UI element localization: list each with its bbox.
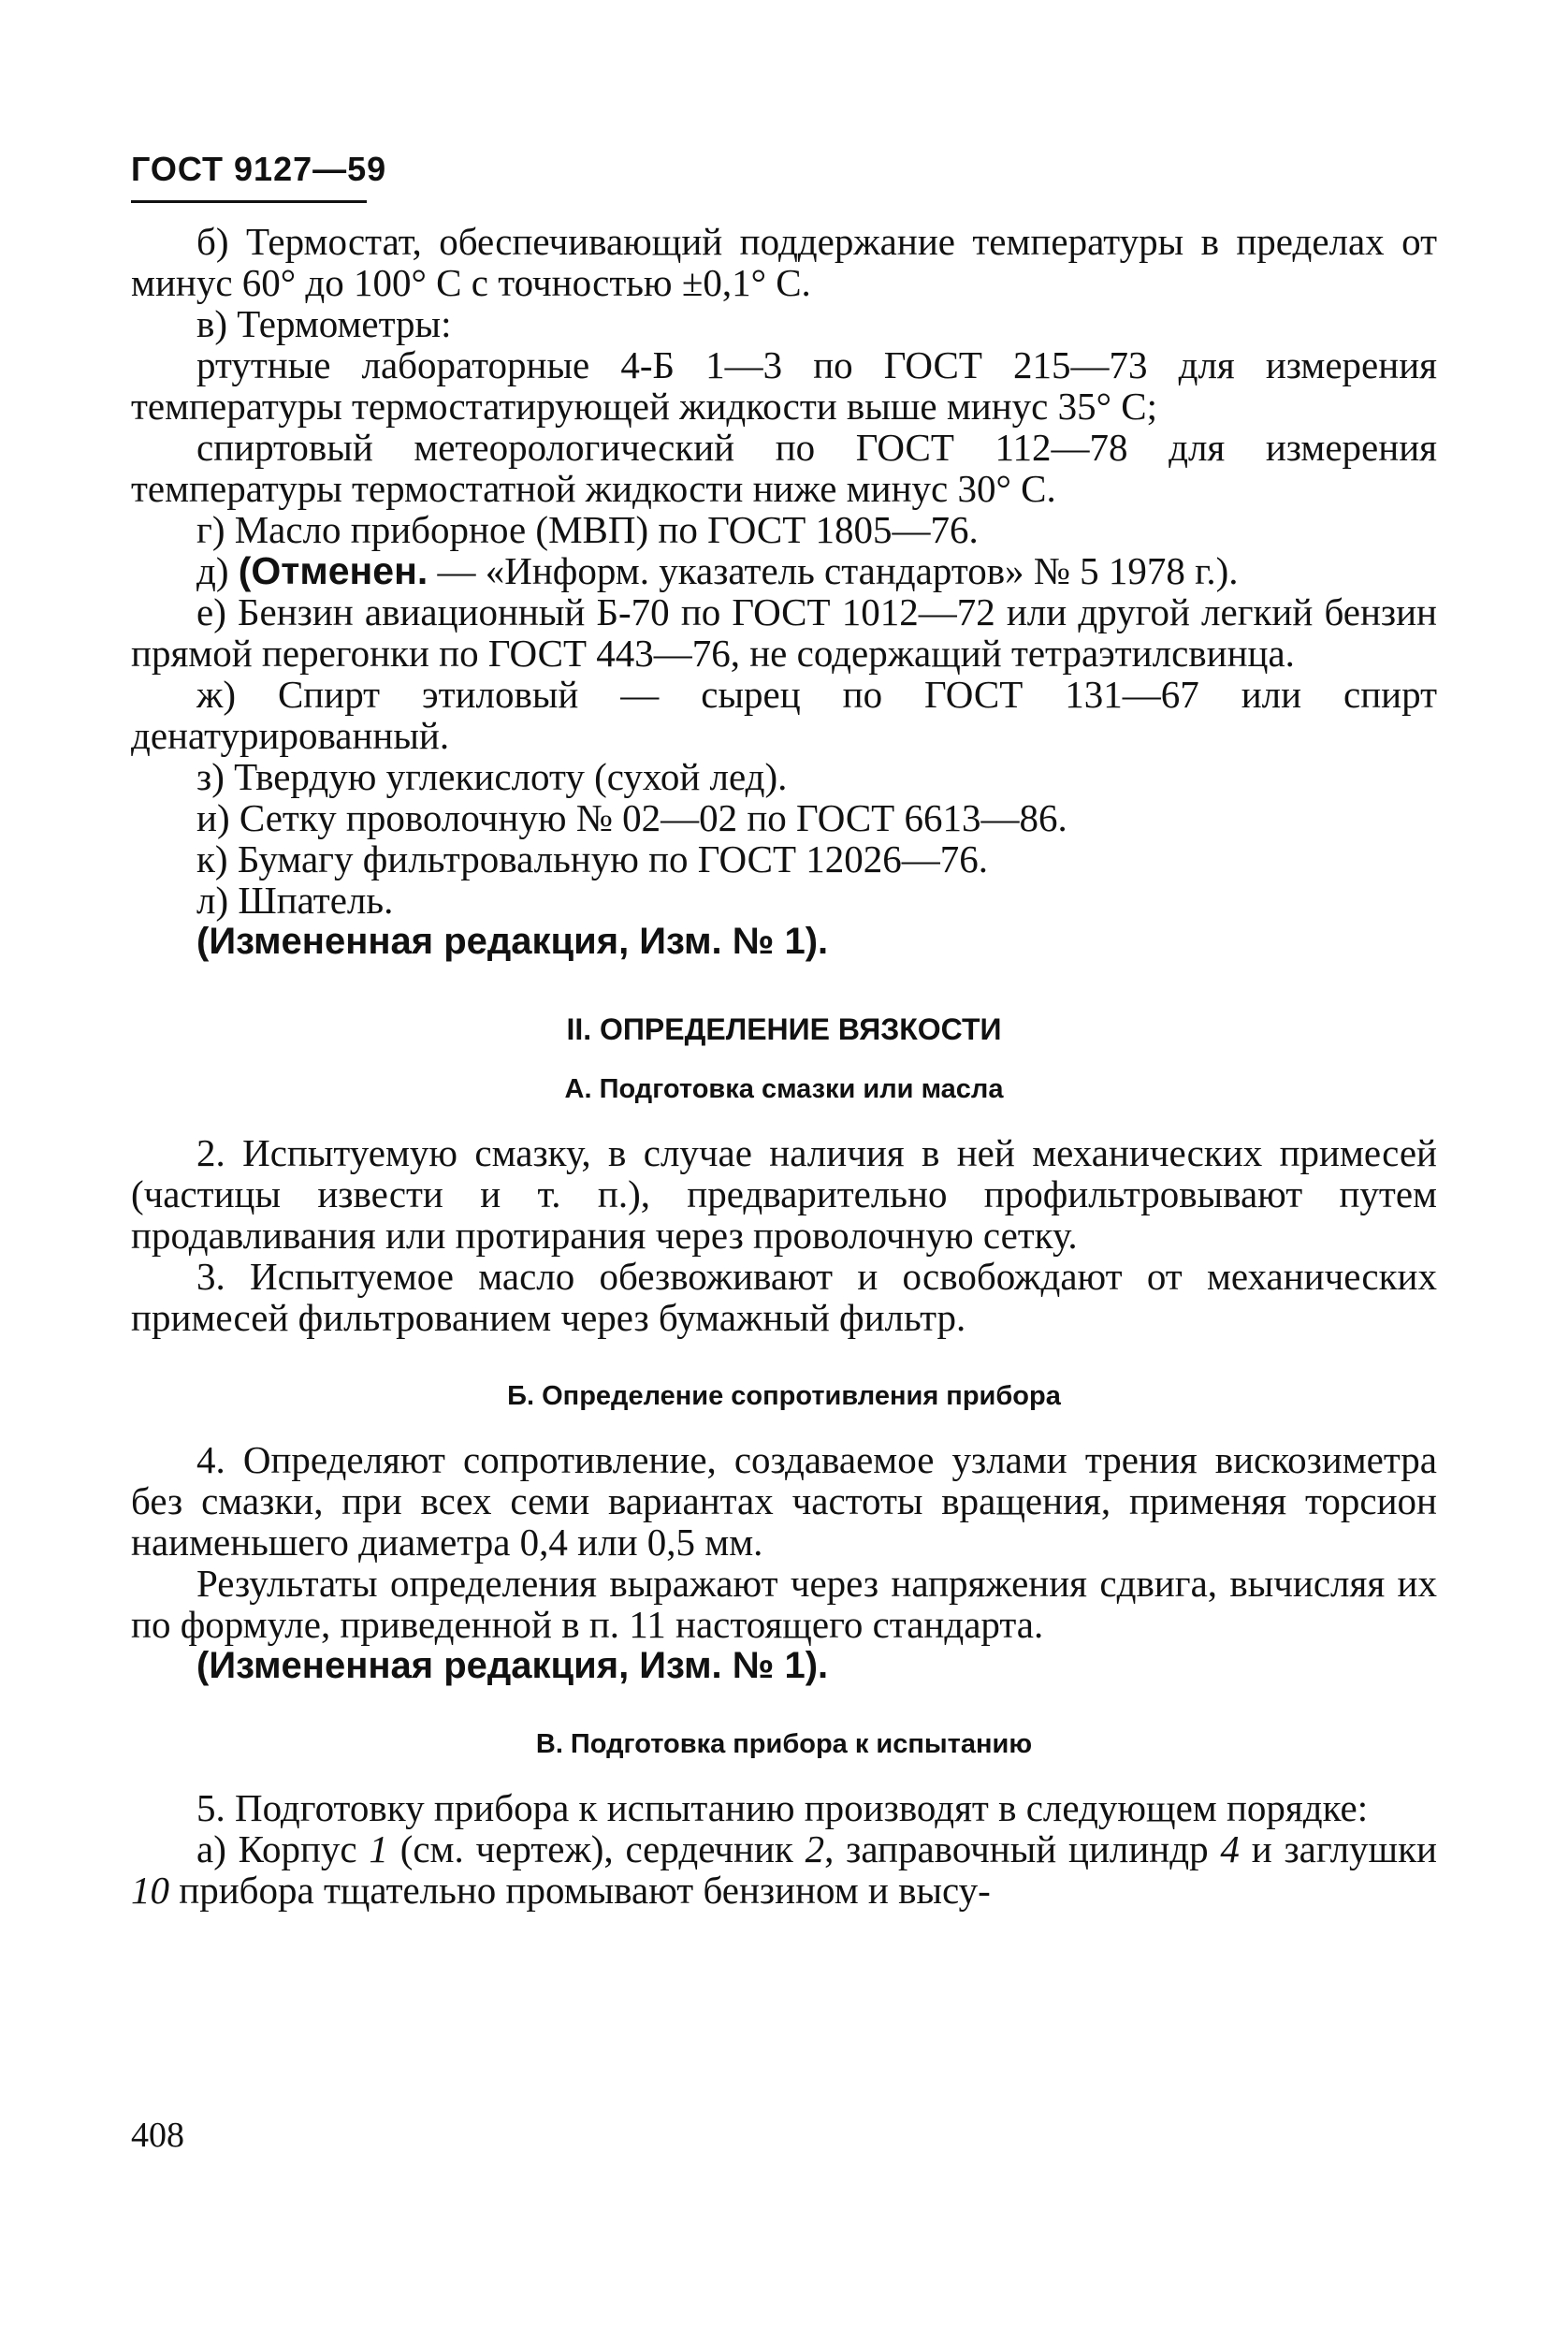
item-zh: ж) Спирт этиловый — сырец по ГОСТ 131—67 или спирт денатурированный. bbox=[131, 673, 1437, 757]
page-header-standard: ГОСТ 9127—59 bbox=[131, 150, 387, 188]
p5a-ref-10: 10 bbox=[131, 1869, 169, 1912]
spacer bbox=[131, 1686, 1437, 1724]
item-e: е) Бензин авиационный Б-70 по ГОСТ 1012—72 или другой легкий бензин прямой перегонки по ГОСТ 443—76, не содержащий тетраэтилсвинца. bbox=[131, 590, 1437, 675]
item-d-cancelled: (Отменен. bbox=[238, 549, 428, 592]
p5a-text-1: а) Корпус bbox=[196, 1827, 370, 1870]
paragraph-4-results: Результаты определения выражают через напряжения сдвига, вычисляя их по формуле, приведенной в п. 11 настоящего стандарта. bbox=[131, 1562, 1437, 1646]
paragraph-3: 3. Испытуемое масло обезвоживают и освобождают от механических примесей фильтрованием через бумажный фильтр. bbox=[131, 1255, 1437, 1339]
subsection-v-title: В. Подготовка прибора к испытанию bbox=[535, 1729, 1033, 1759]
page-number: 408 bbox=[131, 2116, 184, 2155]
p5a-text-5: прибора тщательно промывают бензином и высу- bbox=[169, 1869, 991, 1912]
p5a-ref-1: 1 bbox=[369, 1827, 388, 1870]
page-content bbox=[131, 221, 1437, 1911]
section-title: II. ОПРЕДЕЛЕНИЕ ВЯЗКОСТИ bbox=[566, 1012, 1002, 1046]
item-d-prefix: д) bbox=[196, 549, 239, 592]
item-v1: ртутные лабораторные 4-Б 1—3 по ГОСТ 215—73 для измерения температуры термостатирующей жидкости выше минус 35° С; bbox=[131, 343, 1437, 428]
item-g: г) Масло приборное (МВП) по ГОСТ 1805—76. bbox=[196, 508, 979, 551]
p5a-text-2: (см. чертеж), сердечник bbox=[387, 1827, 806, 1870]
item-i: и) Сетку проволочную № 02—02 по ГОСТ 6613—86. bbox=[196, 796, 1067, 839]
subsection-b-title: Б. Определение сопротивления прибора bbox=[507, 1381, 1061, 1411]
spacer bbox=[131, 1110, 1437, 1132]
spacer bbox=[131, 1338, 1437, 1375]
item-b: б) Термостат, обеспечивающий поддержание температуры в пределах от минус 60° до 100° С с точностью ±0,1° С. bbox=[131, 220, 1437, 304]
edition-note-2: (Измененная редакция, Изм. № 1). bbox=[196, 1645, 829, 1686]
p5a-ref-2: 2 bbox=[805, 1827, 825, 1870]
header-rule bbox=[131, 200, 367, 203]
item-l: л) Шпатель. bbox=[196, 879, 394, 922]
spacer bbox=[131, 1417, 1437, 1439]
item-d-rest: — «Информ. указатель стандартов» № 5 1978 г.). bbox=[428, 549, 1239, 592]
item-k: к) Бумагу фильтровальную по ГОСТ 12026—76. bbox=[196, 837, 988, 880]
spacer bbox=[131, 962, 1437, 1009]
paragraph-4: 4. Определяют сопротивление, создаваемое узлами трения вискозиметра без смазки, при всех семи вариантах частоты вращения, применяя торсион наименьшего диаметра 0,4 или 0,5 мм. bbox=[131, 1438, 1437, 1564]
paragraph-5a bbox=[131, 1828, 1437, 1911]
spacer bbox=[131, 1050, 1437, 1069]
edition-note: (Измененная редакция, Изм. № 1). bbox=[196, 921, 829, 962]
subsection-a-title: А. Подготовка смазки или масла bbox=[564, 1074, 1004, 1104]
item-v-title: в) Термометры: bbox=[196, 302, 452, 345]
p5a-ref-4: 4 bbox=[1220, 1827, 1240, 1870]
paragraph-5: 5. Подготовку прибора к испытанию производят в следующем порядке: bbox=[196, 1786, 1369, 1829]
item-d bbox=[131, 550, 1437, 591]
paragraph-2: 2. Испытуемую смазку, в случае наличия в ней механических примесей (частицы извести и т. п.), предварительно профильтровывают путем продавливания или протирания через проволочную сетку. bbox=[131, 1131, 1437, 1257]
p5a-text-3: , заправочный цилиндр bbox=[824, 1827, 1221, 1870]
item-z: з) Твердую углекислоту (сухой лед). bbox=[196, 755, 788, 798]
item-v2: спиртовый метеорологический по ГОСТ 112—78 для измерения температуры термостатной жидкости ниже минус 30° С. bbox=[131, 426, 1437, 510]
spacer bbox=[131, 1765, 1437, 1787]
p5a-text-4: и заглушки bbox=[1239, 1827, 1437, 1870]
